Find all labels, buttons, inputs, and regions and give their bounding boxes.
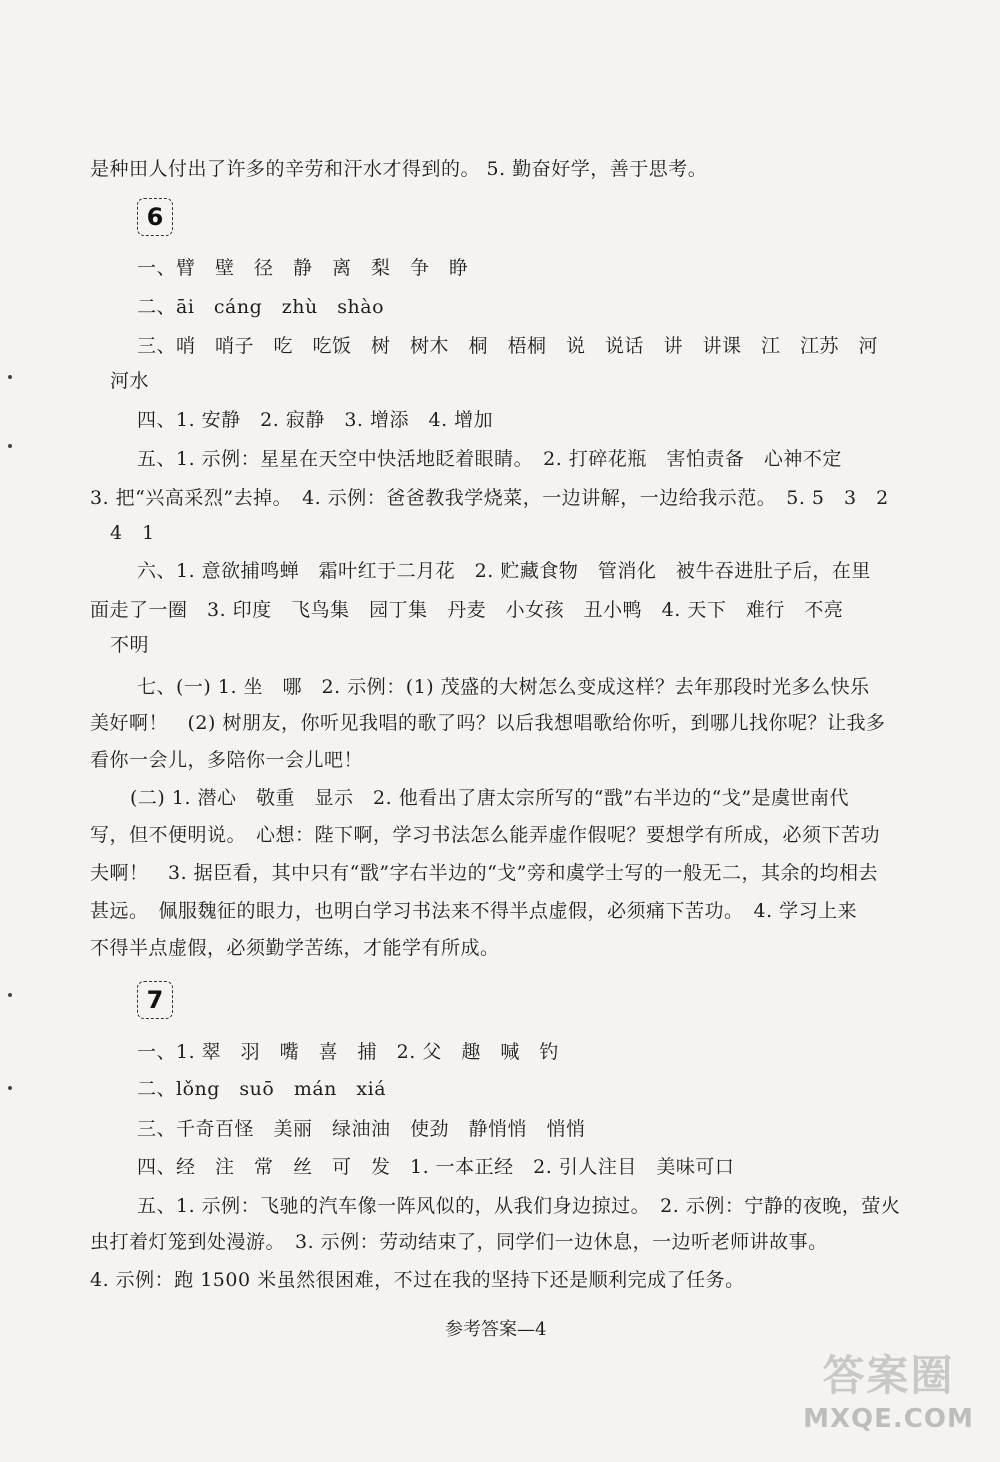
text-line: 二、āi cáng zhù shào [137,296,385,318]
text-line: 七、(一) 1. 坐 哪 2. 示例：(1) 茂盛的大树怎么变成这样？去年那段时光多么快乐 [137,676,870,698]
text-line: 一、1. 翠 羽 嘴 喜 捕 2. 父 趣 喊 钓 [137,1041,559,1063]
text-line: 3. 把“兴高采烈”去掉。 4. 示例：爸爸教我学烧菜，一边讲解，一边给我示范。 5. 5 3 2 [90,487,889,509]
text-line: 是种田人付出了许多的辛劳和汗水才得到的。 5. 勤奋好学，善于思考。 [90,158,708,180]
text-line: 4. 示例：跑 1500 米虽然很困难，不过在我的坚持下还是顺利完成了任务。 [90,1269,745,1291]
margin-dot [8,375,12,379]
margin-dot [8,1086,12,1090]
text-line: (二) 1. 潜心 敬重 显示 2. 他看出了唐太宗所写的“戬”右半边的“戈”是虞世南代 [130,787,850,809]
text-line: 五、1. 示例：飞驰的汽车像一阵风似的，从我们身边掠过。 2. 示例：宁静的夜晚，萤火 [137,1195,901,1217]
text-line: 二、lǒng suō mán xiá [137,1078,387,1100]
watermark-logo [791,1348,986,1448]
text-line: 五、1. 示例：星星在天空中快活地眨着眼睛。 2. 打碎花瓶 害怕责备 心神不定 [137,448,842,470]
text-line: 六、1. 意欲捕鸣蝉 霜叶红于二月花 2. 贮藏食物 管消化 被牛吞进肚子后，在里 [137,560,871,582]
text-line: 甚远。 佩服魏征的眼力，也明白学习书法来不得半点虚假，必须痛下苦功。 4. 学习上来 [90,900,858,922]
watermark-bottom: MXQE.COM [803,1404,974,1434]
section-number-badge: 7 [137,981,173,1019]
text-line: 三、千奇百怪 美丽 绿油油 使劲 静悄悄 悄悄 [137,1118,586,1140]
section-number-badge: 6 [137,198,173,236]
text-line: 一、臂 壁 径 静 离 梨 争 睁 [137,257,469,279]
text-line: 写，但不便明说。 心想：陛下啊，学习书法怎么能弄虚作假呢？要想学有所成，必须下苦功 [90,824,881,846]
text-line: 不明 [110,634,150,656]
text-line: 美好啊！ (2) 树朋友，你听见我唱的歌了吗？以后我想唱歌给你听，到哪儿找你呢？让我多 [90,712,886,734]
text-line: 四、经 注 常 丝 可 发 1. 一本正经 2. 引人注目 美味可口 [137,1156,735,1178]
text-line: 四、1. 安静 2. 寂静 3. 增添 4. 增加 [137,409,494,431]
watermark-top: 答案圈 [822,1351,955,1400]
text-line: 不得半点虚假，必须勤学苦练，才能学有所成。 [90,937,500,959]
text-line: 河水 [110,370,150,392]
margin-dot [8,993,12,997]
text-line: 夫啊！ 3. 据臣看，其中只有“戬”字右半边的“戈”旁和虞学士写的一般无二，其余的均相去 [90,862,879,884]
page-footer: 参考答案—4 [445,1319,547,1340]
margin-dot [8,444,12,448]
text-line: 看你一会儿，多陪你一会儿吧！ [90,749,364,771]
text-line: 三、哨 哨子 吃 吃饭 树 树木 桐 梧桐 说 说话 讲 讲课 江 江苏 河 [137,335,879,357]
text-line: 面走了一圈 3. 印度 飞鸟集 园丁集 丹麦 小女孩 丑小鸭 4. 天下 难行 不亮 [90,599,844,621]
text-line: 4 1 [110,522,155,544]
text-line: 虫打着灯笼到处漫游。 3. 示例：劳动结束了，同学们一边休息，一边听老师讲故事。 [90,1231,828,1253]
